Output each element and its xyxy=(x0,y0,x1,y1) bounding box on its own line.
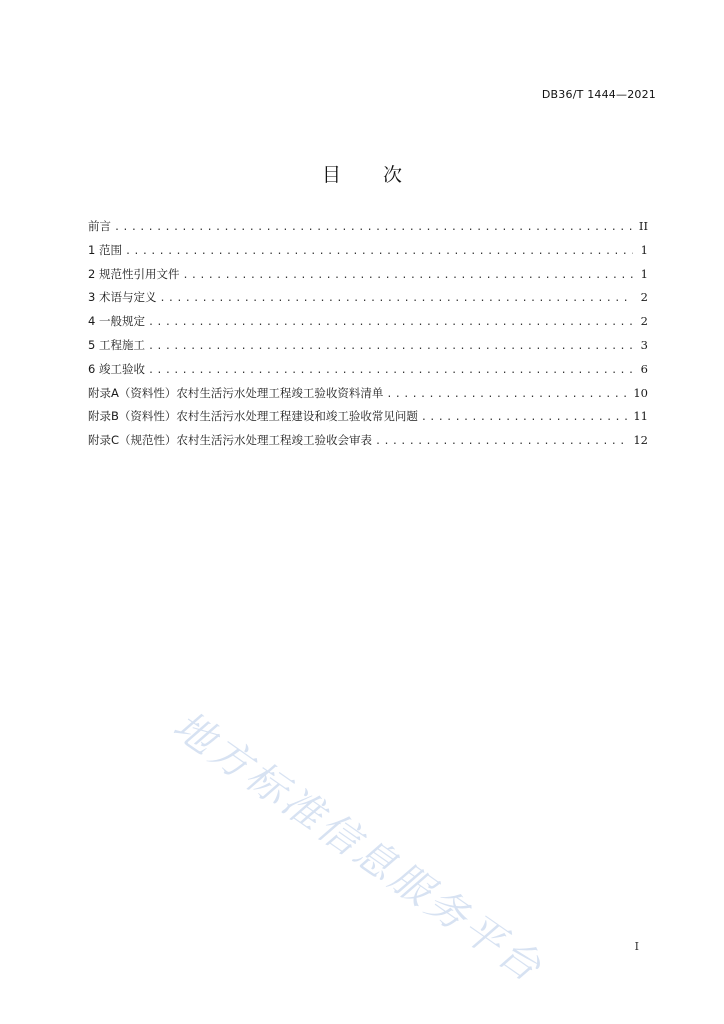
toc-entry-normative-references[interactable] xyxy=(88,266,648,290)
toc-entry-page: 6 xyxy=(640,361,648,376)
toc-entry-label: 2 规范性引用文件 xyxy=(88,266,180,281)
toc-leader-dots xyxy=(159,293,633,304)
toc-entry-acceptance[interactable] xyxy=(88,361,648,385)
toc-leader-dots xyxy=(421,412,628,423)
page-title xyxy=(0,160,724,187)
toc-entry-appendix-c[interactable] xyxy=(88,432,648,456)
toc-entry-label: 3 术语与定义 xyxy=(88,290,157,305)
toc-entry-page: 1 xyxy=(640,266,648,281)
toc-entry-label: 附录C（规范性）农村生活污水处理工程竣工验收会审表 xyxy=(88,433,373,448)
toc-entry-page: 12 xyxy=(633,433,648,448)
table-of-contents xyxy=(88,218,648,456)
watermark: 地方标准信息服务平台 xyxy=(164,702,552,993)
toc-entry-general-provisions[interactable] xyxy=(88,313,648,337)
toc-leader-dots xyxy=(125,246,633,257)
toc-entry-label: 4 一般规定 xyxy=(88,314,145,329)
toc-leader-dots xyxy=(148,341,633,352)
toc-leader-dots xyxy=(148,365,633,376)
toc-entry-page: 2 xyxy=(640,290,648,305)
toc-entry-page: 3 xyxy=(640,337,648,352)
standard-code: DB36/T 1444—2021 xyxy=(541,88,656,101)
toc-leader-dots xyxy=(148,317,633,328)
toc-leader-dots xyxy=(375,436,628,447)
toc-leader-dots xyxy=(182,270,633,281)
toc-entry-foreword[interactable] xyxy=(88,218,648,242)
toc-leader-dots xyxy=(114,222,633,233)
toc-entry-label: 5 工程施工 xyxy=(88,337,145,352)
toc-entry-label: 附录B（资料性）农村生活污水处理工程建设和竣工验收常见问题 xyxy=(88,409,418,424)
toc-entry-page: II xyxy=(638,219,648,233)
toc-entry-label: 附录A（资料性）农村生活污水处理工程竣工验收资料清单 xyxy=(88,385,384,400)
toc-entry-page: 11 xyxy=(633,409,648,424)
toc-entry-scope[interactable] xyxy=(88,242,648,266)
toc-entry-construction[interactable] xyxy=(88,337,648,361)
title-char-2: 次 xyxy=(383,164,403,186)
toc-entry-label: 6 竣工验收 xyxy=(88,361,145,376)
toc-entry-appendix-b[interactable] xyxy=(88,408,648,432)
toc-leader-dots xyxy=(386,389,628,400)
page-number: I xyxy=(634,940,639,953)
toc-entry-page: 2 xyxy=(640,314,648,329)
title-char-1: 目 xyxy=(321,164,341,186)
toc-entry-label: 前言 xyxy=(88,219,111,233)
toc-entry-appendix-a[interactable] xyxy=(88,385,648,409)
toc-entry-page: 1 xyxy=(640,242,648,257)
toc-entry-terms[interactable] xyxy=(88,289,648,313)
toc-entry-page: 10 xyxy=(633,385,648,400)
toc-entry-label: 1 范围 xyxy=(88,242,122,257)
